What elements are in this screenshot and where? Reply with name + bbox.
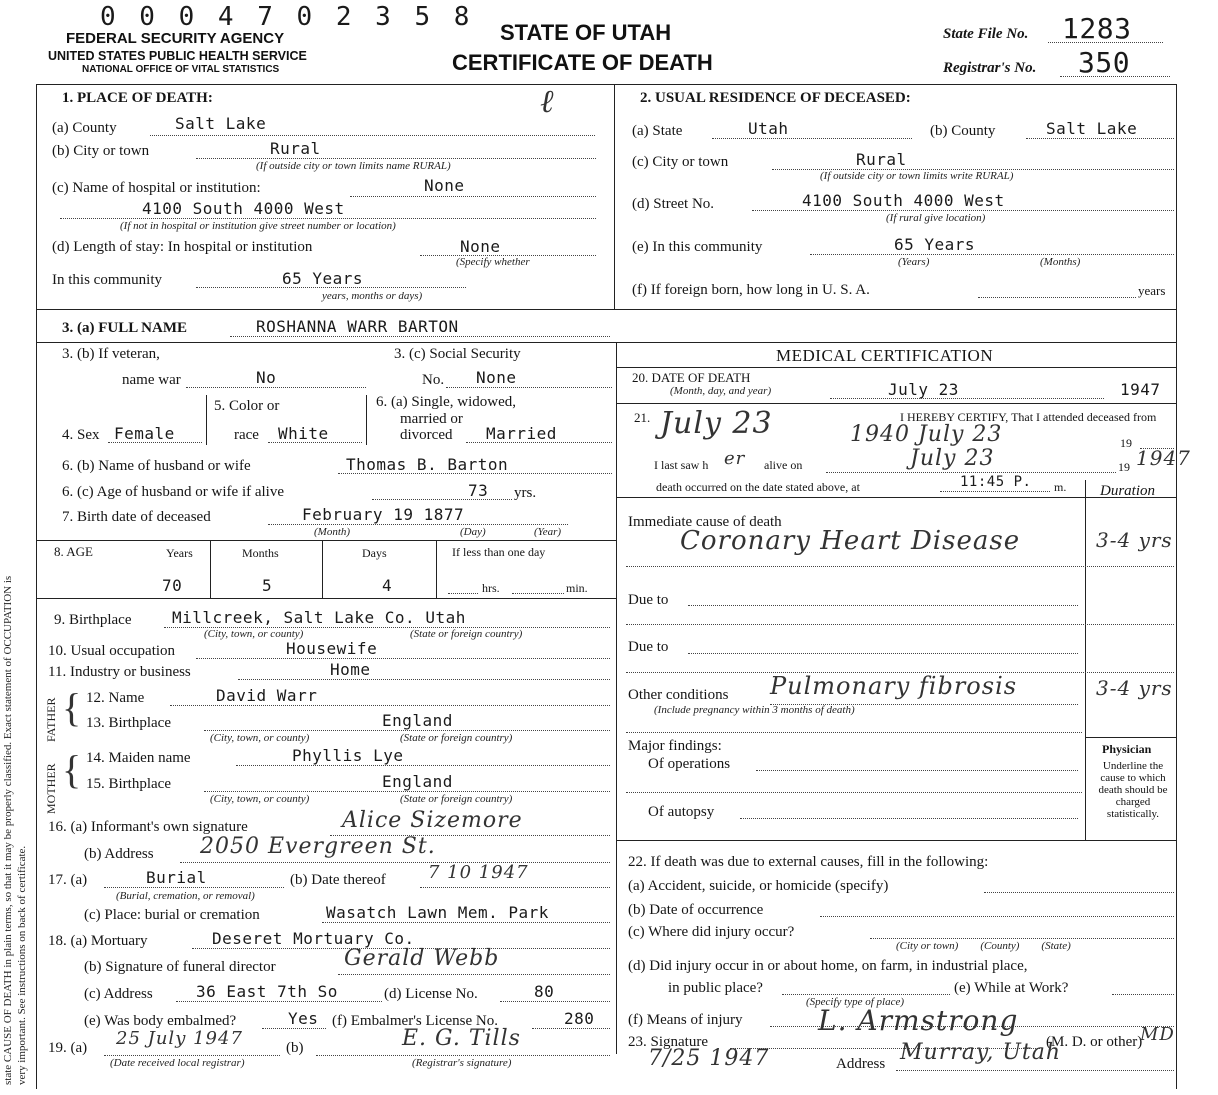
registrar-date: 25 July 1947 bbox=[116, 1028, 243, 1049]
informant-signature: Alice Sizemore bbox=[342, 808, 523, 833]
spouse-age-label: 6. (c) Age of husband or wife if alive bbox=[62, 484, 285, 500]
res-years-note: (Years) bbox=[898, 256, 930, 268]
type-note: (Specify type of place) bbox=[806, 996, 905, 1008]
death-time: 11:45 P. bbox=[960, 474, 1032, 490]
residence-title: 2. USUAL RESIDENCE OF DECEASED: bbox=[640, 90, 911, 106]
top-divider bbox=[614, 84, 615, 309]
pod-address-note: (If not in hospital or institution give street number or location) bbox=[120, 220, 396, 232]
registrar-sig-note: (Registrar's signature) bbox=[412, 1057, 512, 1069]
fullname-label: 3. (a) FULL NAME bbox=[62, 320, 187, 336]
dod-note: (Month, day, and year) bbox=[670, 385, 772, 397]
dod-year: 1947 bbox=[1120, 380, 1161, 399]
pod-city-value: Rural bbox=[270, 139, 321, 158]
side-instructions-line1: state CAUSE OF DEATH in plain terms, so that it may be properly classified. Exact statement of OCCUPATION is bbox=[2, 575, 14, 1085]
autopsy-label: Of autopsy bbox=[648, 804, 715, 820]
last-saw-label: I last saw h bbox=[654, 458, 709, 472]
res-foreign-label: (f) If foreign born, how long in U. S. A. bbox=[632, 282, 870, 298]
check-mark: ℓ bbox=[540, 82, 555, 120]
age-years-value: 70 bbox=[162, 576, 183, 595]
due2-label: Due to bbox=[628, 639, 669, 655]
informant-sig-label: 16. (a) Informant's own signature bbox=[48, 819, 248, 835]
res-street-note: (If rural give location) bbox=[886, 212, 986, 224]
embalmed-label: (e) Was body embalmed? bbox=[84, 1013, 237, 1029]
middle-divider bbox=[616, 342, 617, 1054]
cert-line bbox=[616, 497, 1176, 498]
pod-community-note: years, months or days) bbox=[322, 290, 423, 302]
physician-title: Physician bbox=[1102, 742, 1152, 756]
certificate-title: CERTIFICATE OF DEATH bbox=[452, 50, 713, 75]
occurred-label: death occurred on the date stated above, at bbox=[656, 480, 860, 494]
age-months-value: 5 bbox=[262, 576, 273, 595]
immediate-label: Immediate cause of death bbox=[628, 514, 782, 530]
registrar-b-label: (b) bbox=[286, 1040, 304, 1056]
last-saw-her: er bbox=[724, 448, 746, 469]
address-label: Address bbox=[836, 1056, 886, 1072]
burial-value: Burial bbox=[146, 868, 207, 887]
age-col3 bbox=[436, 540, 437, 598]
birthdate-value: February 19 1877 bbox=[302, 505, 465, 524]
fullname-value: ROSHANNA WARR BARTON bbox=[256, 317, 459, 336]
bd-month-note: (Month) bbox=[314, 526, 351, 538]
side-instructions-line2: very important. See instructions on back of certificate. bbox=[16, 845, 28, 1085]
father-bp-label: 13. Birthplace bbox=[86, 715, 171, 731]
medical-title: MEDICAL CERTIFICATION bbox=[776, 346, 994, 365]
accident-label: (a) Accident, suicide, or homicide (specify) bbox=[628, 878, 889, 894]
pod-hospital-label: (c) Name of hospital or institution: bbox=[52, 180, 261, 196]
res-city-value: Rural bbox=[856, 150, 907, 169]
row-divider-1 bbox=[36, 309, 1176, 310]
director-label: (b) Signature of funeral director bbox=[84, 959, 276, 975]
physician-signature: L. Armstrong bbox=[818, 1004, 1019, 1037]
medical-title-line bbox=[616, 367, 1176, 368]
res-city-label: (c) City or town bbox=[632, 154, 729, 170]
veteran-label: 3. (b) If veteran, bbox=[62, 346, 160, 362]
frame-left bbox=[36, 84, 37, 1089]
marital-value: Married bbox=[486, 424, 557, 443]
bp-city-note: (City, town, or county) bbox=[204, 628, 304, 640]
spouse-label: 6. (b) Name of husband or wife bbox=[62, 458, 251, 474]
agency-line1: FEDERAL SECURITY AGENCY bbox=[66, 30, 285, 47]
home-label: (d) Did injury occur in or about home, on farm, in industrial place, bbox=[628, 958, 1028, 974]
physician-top-line bbox=[1085, 737, 1176, 738]
burial-label: 17. (a) bbox=[48, 872, 88, 888]
license-value: 80 bbox=[534, 982, 555, 1001]
mother-side-label: MOTHER bbox=[44, 763, 58, 814]
pod-county-label: (a) County bbox=[52, 120, 117, 136]
last-year-prefix: 19 bbox=[1118, 460, 1130, 474]
marital-label1: 6. (a) Single, widowed, bbox=[376, 394, 516, 410]
father-bp-value: England bbox=[382, 711, 453, 730]
other-note: (Include pregnancy within 3 months of death) bbox=[654, 704, 855, 716]
embalmer-value: 280 bbox=[564, 1009, 595, 1028]
mother-brace: { bbox=[62, 747, 82, 792]
cert-year-prefix: 19 bbox=[1120, 436, 1132, 450]
dod-line bbox=[616, 403, 1176, 404]
industry-label: 11. Industry or business bbox=[48, 664, 191, 680]
age-days-value: 4 bbox=[382, 576, 393, 595]
burial-date-label: (b) Date thereof bbox=[290, 872, 386, 888]
duration-label: Duration bbox=[1100, 483, 1156, 499]
father-brace: { bbox=[62, 685, 82, 730]
race-divider bbox=[366, 395, 367, 445]
mother-name-label: 14. Maiden name bbox=[86, 750, 191, 766]
physician-address: Murray, Utah bbox=[900, 1040, 1062, 1065]
res-street-value: 4100 South 4000 West bbox=[802, 191, 1005, 210]
pod-community-label: In this community bbox=[52, 272, 162, 288]
industry-value: Home bbox=[330, 660, 371, 679]
spouse-age-value: 73 bbox=[468, 481, 489, 500]
war-value: No bbox=[256, 368, 277, 387]
occurrence-label: (b) Date of occurrence bbox=[628, 902, 764, 918]
sex-value: Female bbox=[114, 424, 175, 443]
pod-community-value: 65 Years bbox=[282, 269, 364, 288]
pod-stay-value: None bbox=[460, 237, 501, 256]
res-county-label: (b) County bbox=[930, 123, 996, 139]
age-days-label: Days bbox=[362, 546, 387, 560]
informant-addr-label: (b) Address bbox=[84, 846, 154, 862]
occupation-value: Housewife bbox=[286, 639, 378, 658]
burial-place-label: (c) Place: burial or cremation bbox=[84, 907, 260, 923]
age-years-label: Years bbox=[166, 546, 193, 560]
other-duration: 3-4 yrs bbox=[1096, 676, 1173, 700]
age-col1 bbox=[210, 540, 211, 598]
res-street-label: (d) Street No. bbox=[632, 196, 715, 212]
burial-note: (Burial, cremation, or removal) bbox=[116, 890, 255, 902]
spouse-value: Thomas B. Barton bbox=[346, 455, 509, 474]
age-bottom-line bbox=[36, 598, 616, 599]
bd-year-note: (Year) bbox=[534, 526, 562, 538]
dod-label: 20. DATE OF DEATH bbox=[632, 370, 751, 385]
pod-city-label: (b) City or town bbox=[52, 143, 150, 159]
cert-from-handwritten: July 23 bbox=[660, 406, 773, 441]
ss-label: 3. (c) Social Security bbox=[394, 346, 521, 362]
res-community-value: 65 Years bbox=[894, 235, 976, 254]
means-label: (f) Means of injury bbox=[628, 1012, 743, 1028]
father-side-label: FATHER bbox=[44, 697, 58, 742]
age-months-label: Months bbox=[242, 546, 279, 560]
mother-bp-label: 15. Birthplace bbox=[86, 776, 171, 792]
sex-label: 4. Sex bbox=[62, 427, 100, 443]
where-label: (c) Where did injury occur? bbox=[628, 924, 795, 940]
public-label: in public place? bbox=[668, 980, 763, 996]
md-label: (M. D. or other) bbox=[1046, 1034, 1143, 1050]
external-line bbox=[616, 840, 1176, 841]
mother-city-note: (City, town, or county) bbox=[210, 793, 310, 805]
res-months-note: (Months) bbox=[1040, 256, 1081, 268]
embalmer-label: (f) Embalmer's License No. bbox=[332, 1013, 498, 1029]
res-city-note: (If outside city or town limits write RURAL) bbox=[820, 170, 1014, 182]
operations-label: Of operations bbox=[648, 756, 731, 772]
mortuary-addr-label: (c) Address bbox=[84, 986, 153, 1002]
registrar-label: Registrar's No. bbox=[943, 60, 1037, 76]
mother-bp-value: England bbox=[382, 772, 453, 791]
res-county-value: Salt Lake bbox=[1046, 119, 1138, 138]
min-label: min. bbox=[566, 581, 588, 595]
father-name-label: 12. Name bbox=[86, 690, 145, 706]
pod-stay-label: (d) Length of stay: In hospital or institution bbox=[52, 239, 313, 255]
father-name-value: David Warr bbox=[216, 686, 318, 705]
bp-state-note: (State or foreign country) bbox=[410, 628, 523, 640]
age-less-label: If less than one day bbox=[452, 545, 546, 559]
dod-value: July 23 bbox=[888, 380, 959, 399]
work-label: (e) While at Work? bbox=[954, 980, 1069, 996]
license-label: (d) License No. bbox=[384, 986, 478, 1002]
last-saw-date: July 23 bbox=[910, 446, 995, 471]
registrar-signature: E. G. Tills bbox=[402, 1026, 521, 1051]
mortuary-label: 18. (a) Mortuary bbox=[48, 933, 148, 949]
registrar-label-19: 19. (a) bbox=[48, 1040, 88, 1056]
age-top-line bbox=[36, 540, 616, 541]
signature-date: 7/25 1947 bbox=[648, 1046, 770, 1071]
frame-top bbox=[36, 84, 1176, 85]
md-value: MD bbox=[1140, 1024, 1175, 1045]
duration-divider bbox=[1085, 480, 1086, 840]
cert-number: 21. bbox=[634, 410, 651, 425]
alive-on-label: alive on bbox=[764, 458, 803, 472]
agency-line3: NATIONAL OFFICE OF VITAL STATISTICS bbox=[82, 64, 280, 75]
burial-date-value: 7 10 1947 bbox=[428, 862, 529, 883]
signature-label: 23. Signature bbox=[628, 1034, 708, 1050]
mother-state-note: (State or foreign country) bbox=[400, 793, 513, 805]
father-state-note: (State or foreign country) bbox=[400, 732, 513, 744]
marital-label2: married or bbox=[400, 411, 463, 427]
pod-city-note: (If outside city or town limits name RURAL) bbox=[256, 160, 451, 172]
medical-top-line bbox=[616, 342, 1176, 343]
age-label: 8. AGE bbox=[54, 544, 93, 559]
marital-label3: divorced bbox=[400, 427, 453, 443]
hrs-label: hrs. bbox=[482, 581, 500, 595]
due1-label: Due to bbox=[628, 592, 669, 608]
where-notes: (City or town) (County) (State) bbox=[896, 940, 1071, 952]
pod-county-value: Salt Lake bbox=[175, 114, 267, 133]
res-foreign-unit: years bbox=[1138, 283, 1166, 298]
registrar-date-note: (Date received local registrar) bbox=[110, 1057, 245, 1069]
external-label: 22. If death was due to external causes, fill in the following: bbox=[628, 854, 989, 870]
embalmed-value: Yes bbox=[288, 1009, 319, 1028]
immediate-cause: Coronary Heart Disease bbox=[680, 526, 1021, 556]
res-community-label: (e) In this community bbox=[632, 239, 763, 255]
ss-no-label: No. bbox=[422, 372, 445, 388]
res-state-value: Utah bbox=[748, 119, 789, 138]
pod-stay-note: (Specify whether bbox=[456, 256, 530, 268]
ss-value: None bbox=[476, 368, 517, 387]
sex-divider bbox=[206, 395, 207, 445]
last-year: 1947 bbox=[1136, 446, 1191, 470]
death-time-unit: m. bbox=[1054, 480, 1067, 494]
cert-text: I HEREBY CERTIFY, That I attended deceased from bbox=[900, 410, 1157, 424]
bd-day-note: (Day) bbox=[460, 526, 486, 538]
mortuary-addr-value: 36 East 7th So bbox=[196, 982, 338, 1001]
physician-note: Underline the cause to which death should be charged statistically. bbox=[1098, 760, 1168, 820]
mother-name-value: Phyllis Lye bbox=[292, 746, 404, 765]
age-col2 bbox=[322, 540, 323, 598]
director-signature: Gerald Webb bbox=[344, 946, 500, 971]
res-state-label: (a) State bbox=[632, 123, 683, 139]
color-label: 5. Color or bbox=[214, 398, 280, 414]
serial-number: 0 0 0 4 7 0 2 3 5 8 bbox=[100, 2, 474, 32]
pod-address-value: 4100 South 4000 West bbox=[142, 199, 345, 218]
frame-right bbox=[1176, 84, 1177, 1089]
state-title: STATE OF UTAH bbox=[500, 20, 672, 45]
major-label: Major findings: bbox=[628, 738, 722, 754]
yrs-label: yrs. bbox=[514, 485, 537, 501]
other-label: Other conditions bbox=[628, 687, 729, 703]
row-divider-name bbox=[36, 342, 616, 343]
registrar-number: 350 bbox=[1078, 46, 1131, 79]
race-label: race bbox=[234, 427, 259, 443]
agency-line2: UNITED STATES PUBLIC HEALTH SERVICE bbox=[48, 49, 307, 63]
cert-from-date: 1940 July 23 bbox=[850, 422, 1003, 447]
race-value: White bbox=[278, 424, 329, 443]
pod-hospital-value: None bbox=[424, 176, 465, 195]
occupation-label: 10. Usual occupation bbox=[48, 643, 176, 659]
other-condition: Pulmonary fibrosis bbox=[770, 672, 1018, 700]
war-label: name war bbox=[122, 372, 181, 388]
birthdate-label: 7. Birth date of deceased bbox=[62, 509, 211, 525]
place-of-death-title: 1. PLACE OF DEATH: bbox=[62, 90, 213, 106]
state-file-number: 1283 bbox=[1062, 12, 1132, 45]
father-city-note: (City, town, or county) bbox=[210, 732, 310, 744]
burial-place-value: Wasatch Lawn Mem. Park bbox=[326, 903, 549, 922]
birthplace-value: Millcreek, Salt Lake Co. Utah bbox=[172, 608, 466, 627]
birthplace-label: 9. Birthplace bbox=[54, 612, 132, 628]
informant-address: 2050 Evergreen St. bbox=[200, 834, 436, 859]
immediate-duration: 3-4 yrs bbox=[1096, 528, 1173, 552]
state-file-label: State File No. bbox=[943, 26, 1029, 42]
mortuary-value: Deseret Mortuary Co. bbox=[212, 929, 415, 948]
